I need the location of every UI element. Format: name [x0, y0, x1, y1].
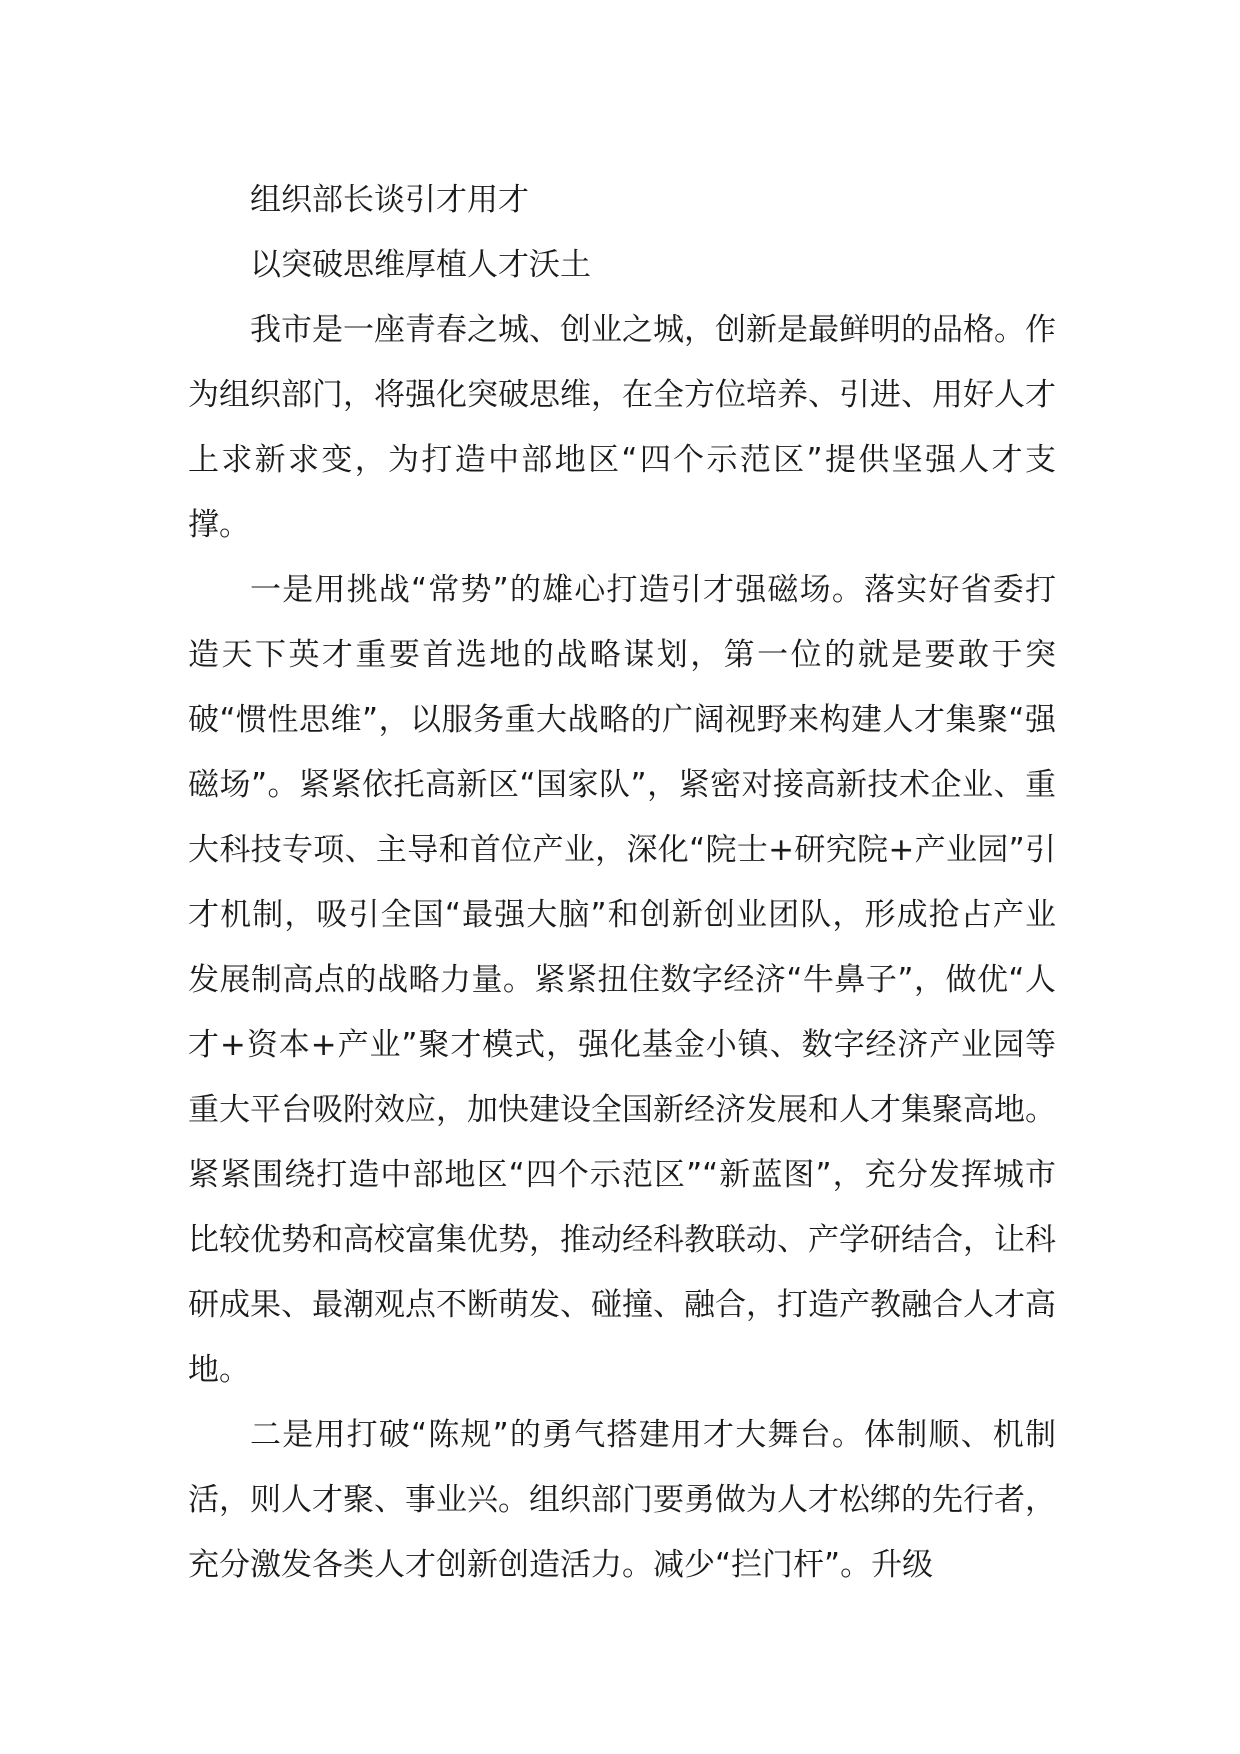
body-paragraph-second-point: 二是用打破“陈规”的勇气搭建用才大舞台。体制顺、机制活，则人才聚、事业兴。组织部门要勇做为人才松绑的先行者，充分激发各类人才创新创造活力。减少“拦门杆”。升级 [188, 1417, 1056, 1583]
document-body [188, 168, 1056, 1598]
document-subtitle: 以突破思维厚植人才沃土 [250, 247, 591, 283]
document-title: 组织部长谈引才用才 [250, 182, 529, 218]
body-paragraph-first-point: 一是用挑战“常势”的雄心打造引才强磁场。落实好省委打造天下英才重要首选地的战略谋划，第一位的就是要敢于突破“惯性思维”，以服务重大战略的广阔视野来构建人才集聚“强磁场”。紧紧依托高新区“国家队”，紧密对接高新技术企业、重大科技专项、主导和首位产业，深化“院士+研究院+产业园”引才机制，吸引全国“最强大脑”和创新创业团队，形成抢占产业发展制高点的战略力量。紧紧扭住数字经济“牛鼻子”，做优“人才+资本+产业”聚才模式，强化基金小镇、数字经济产业园等重大平台吸附效应，加快建设全国新经济发展和人才集聚高地。紧紧围绕打造中部地区“四个示范区”“新蓝图”，充分发挥城市比较优势和高校富集优势，推动经科教联动、产学研结合，让科研成果、最潮观点不断萌发、碰撞、融合，打造产教融合人才高地。 [188, 572, 1056, 1388]
body-paragraph-intro: 我市是一座青春之城、创业之城，创新是最鲜明的品格。作为组织部门，将强化突破思维，在全方位培养、引进、用好人才上求新求变，为打造中部地区“四个示范区”提供坚强人才支撑。 [188, 312, 1056, 543]
